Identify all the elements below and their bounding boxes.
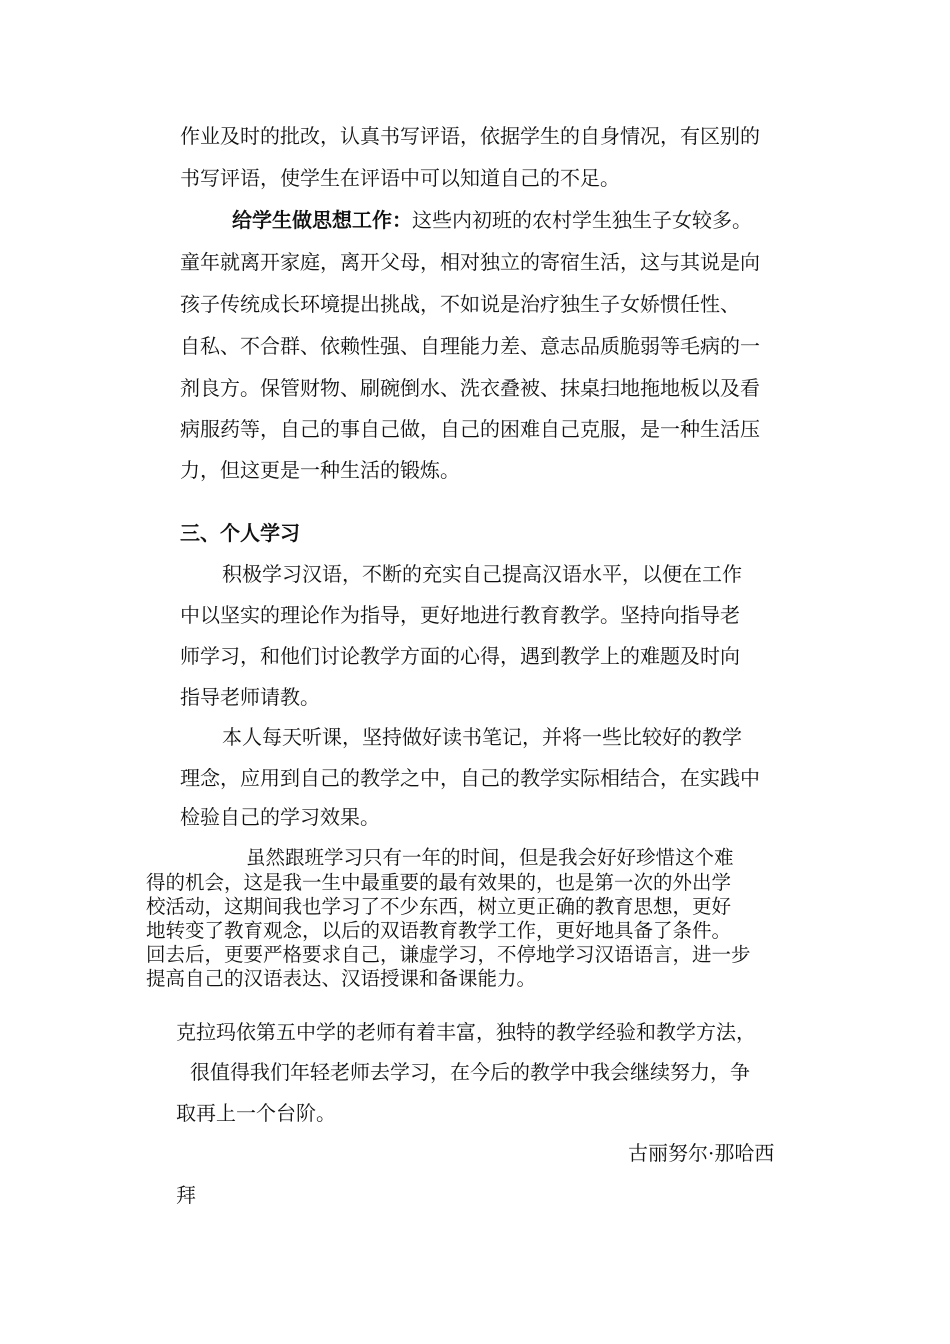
paragraph-line: 自私、不合群、依赖性强、自理能力差、意志品质脆弱等毛病的一 [180,334,760,358]
paragraph-line: 力，但这更是一种生活的锻炼。 [180,458,460,482]
paragraph-line: 回去后，更要严格要求自己，谦虚学习，不停地学习汉语语言，进一步 [146,943,751,966]
paragraph-line: 本人每天听课，坚持做好读书笔记，并将一些比较好的教学 [222,725,742,749]
paragraph-line: 虽然跟班学习只有一年的时间，但是我会好好珍惜这个难 [246,846,734,869]
paragraph-line: 师学习，和他们讨论教学方面的心得，遇到教学上的难题及时向 [180,644,740,668]
paragraph-line: 作业及时的批改，认真书写评语，依据学生的自身情况，有区别的 [180,124,760,148]
paragraph-line: 孩子传统成长环境提出挑战，不如说是治疗独生子女娇惯任性、 [180,292,740,316]
paragraph-line: 童年就离开家庭，离开父母，相对独立的寄宿生活，这与其说是向 [180,250,760,274]
paragraph-line: 积极学习汉语，不断的充实自己提高汉语水平，以便在工作 [222,562,742,586]
paragraph-line: 书写评语，使学生在评语中可以知道自己的不足。 [180,166,620,190]
paragraph-text: 这些内初班的农村学生独生子女较多。 [412,208,752,232]
paragraph-line: 取再上一个台阶。 [176,1101,336,1125]
paragraph-line: 指导老师请教。 [180,685,320,709]
signature-name-continued: 拜 [176,1183,196,1207]
paragraph-line: 克拉玛依第五中学的老师有着丰富，独特的教学经验和教学方法， [176,1020,756,1044]
paragraph-line: 中以坚实的理论作为指导，更好地进行教育教学。坚持向指导老 [180,603,740,627]
paragraph-line: 校活动，这期间我也学习了不少东西，树立更正确的教育思想，更好 [146,895,732,918]
paragraph-line: 地转变了教育观念，以后的双语教育教学工作，更好地具备了条件。 [146,919,732,942]
paragraph-line: 剂良方。保管财物、刷碗倒水、洗衣叠被、抹桌扫地拖地板以及看 [180,376,760,400]
paragraph-line: 病服药等，自己的事自己做，自己的困难自己克服，是一种生活压 [180,417,760,441]
paragraph-line: 提高自己的汉语表达、汉语授课和备课能力。 [146,967,537,990]
paragraph-line: 很值得我们年轻老师去学习，在今后的教学中我会继续努力，争 [190,1060,750,1084]
paragraph-line: 检验自己的学习效果。 [180,805,380,829]
paragraph-line: 理念，应用到自己的教学之中，自己的教学实际相结合，在实践中 [180,766,760,790]
signature-name: 古丽努尔·那哈西 [628,1141,775,1165]
section-heading-inline: 给学生做思想工作： [232,208,412,232]
paragraph-line: 得的机会，这是我一生中最重要的最有效果的，也是第一次的外出学 [146,871,732,894]
section-title: 三、个人学习 [180,521,300,545]
paragraph-first-line [232,207,752,233]
